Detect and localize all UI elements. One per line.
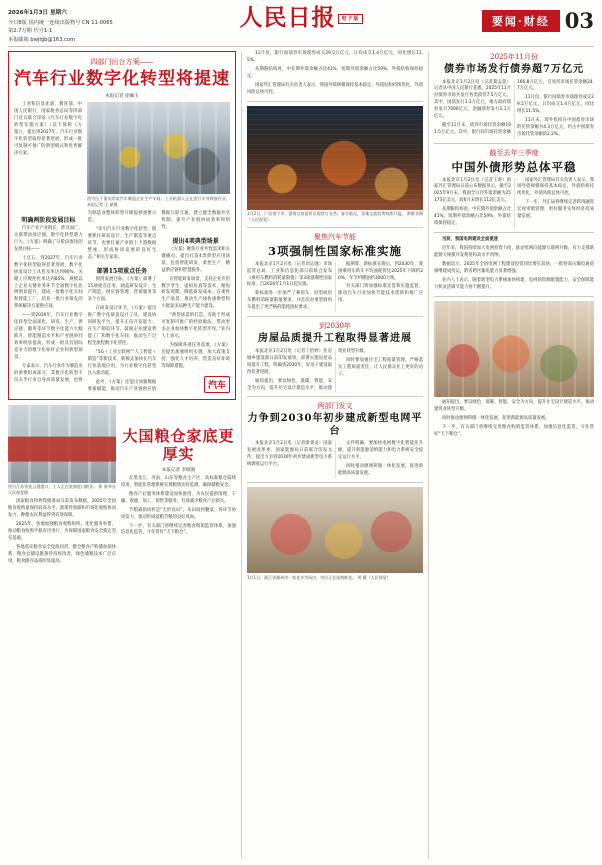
issue-info-1: 今日8版 国内统一连续出版物号 CN 11-0065 xyxy=(8,19,113,26)
divider xyxy=(247,482,423,483)
newspaper-logo xyxy=(239,6,362,29)
lead-photo xyxy=(87,102,230,194)
issue-email: 本报邮箱 bwjlgb@163.com xyxy=(8,37,76,44)
standards-kicker: 聚焦汽车节能 xyxy=(314,233,356,242)
divider xyxy=(247,316,423,317)
para: 国家粮食和物资储备局日前发布数据，2025年全国粮食收购量保持较高水平，政策性收储和市场化收购协同发力，种粮农民利益得到有效保障。 xyxy=(8,499,116,519)
divider xyxy=(434,296,594,297)
para: 本报北京1月2日电（记者葛孟超）记者从中国人民银行获悉，2025年11月份债券市场共发行各类债券7.5万亿元。其中，国债发行1.3万亿元，地方政府债券发行7000亿元，金融债券发行1.1万亿元。 xyxy=(434,79,511,120)
divider xyxy=(247,396,423,397)
para: 11月份，银行间债券市场现券成交29.5万亿元，日均成交1.4万亿元，同比增长11.5%。 xyxy=(517,95,594,115)
para: 国家外汇管理局有关负责人表示，我国外债规模保持基本稳定，外债结构持续优化，外债风险总体可控。 xyxy=(247,82,423,95)
para: 为保障各项任务落地，《方案》还提出加强组织实施、加大政策支持、强化人才培养、营造良好环境等保障措施。 xyxy=(161,343,230,369)
ornament-seal: 汽车 xyxy=(204,376,230,393)
para: 11月末，境外机构在中国债券市场的托管余额为4.3万亿元，约占中国债券市场托管余额的2.2%。 xyxy=(517,118,594,138)
grain-photo-caption: 图为江苏省连云港港口，工人正在装卸进口粮食。 影 新华社 人民视觉摄 xyxy=(8,484,116,496)
para: 新标准进一步加严了乘用车、轻型商用车燃料消耗量限值要求，并首次对重型商用车提出了更严格的能耗指标要求。 xyxy=(247,291,332,311)
para: 十点五、到2027年，汽车行业数字化转型取得显著进展，数字化研发设计工具普及率达到90%，关键工序数控化率达到85%，规模以上企业关键业务环节全面数字化比例明显提升，建成一批数字化车间和智能工厂，培育一批行业领先的系统解决方案供应商。 xyxy=(14,255,83,310)
page-number: 03 xyxy=(564,8,594,33)
column-divider-2 xyxy=(428,51,429,859)
para: 粮食产后服务体系建设加快推进，为农民提供清理、干燥、收储、加工、销售等服务，有效减少粮食产后损失。 xyxy=(121,491,236,504)
lead-story-frame xyxy=(8,51,236,400)
grid-kicker: 两部门发文 xyxy=(317,402,353,411)
para: “5G＋工业互联网”“人工智能＋制造”等新技术、新模式加快在汽车行业落地应用，为行业数字化转型注入新动能。 xyxy=(87,350,157,376)
para: 同时要加强住宅工程质量管理，严格落实工程质量责任，让人民群众住上更好的房子。 xyxy=(338,357,423,377)
mid-text-top xyxy=(247,51,423,97)
grid-side-title xyxy=(434,237,594,292)
grid-headline: 力争到2030年初步建成新型电网平台 xyxy=(247,413,423,437)
para: 当前，我国电网建设全面提速 xyxy=(442,237,498,243)
para: 汽车产业产业链长、涉及面广，关联带动效应强，数字化转型潜力巨大。《方案》明确了分阶段推进的发展目标—— xyxy=(14,225,83,252)
divider xyxy=(247,227,423,228)
grain-photo xyxy=(8,405,116,483)
grain-body-right xyxy=(121,476,236,538)
lead-sec2-title: 部署15项重点任务 xyxy=(96,267,148,275)
housing-body xyxy=(247,349,423,393)
logo-text: 人民日报 xyxy=(239,4,336,31)
lead-intro xyxy=(14,102,82,208)
standards-body xyxy=(247,262,423,313)
para: 数据显示，2025年全国电网工程建设投资同比增长较快，一批特高压输电通道相继建成投运，跨省跨区输电能力显著增强。 xyxy=(434,262,594,274)
debt-headline: 中国外债形势总体平稳 xyxy=(451,160,577,175)
bond-body xyxy=(434,80,594,140)
para: 在智能研发场景，支持企业应用数字孪生、虚拟仿真等技术，缩短研发周期、降低研发成本；在柔性生产场景，推动生产线快速换型和小批量多品种生产能力建设。 xyxy=(161,276,230,310)
issue-date: 2026年1月3日 星期六 xyxy=(8,10,67,16)
lead-sec1-title: 明确两阶段发展目标 xyxy=(21,216,76,224)
lead-sec3-body xyxy=(161,247,230,371)
column-left xyxy=(8,51,236,859)
para: 通知提出，要以绿色、低碳、智能、安全为方向，提升住宅设计建造水平，推动建筑业转型升级。 xyxy=(247,348,369,391)
para: 此外，《方案》还提出加强数据要素赋能，推动汽车产业链供应链数据互联互通，建立健全数据共享机制，提升产业链协同效率和韧性。 xyxy=(87,210,230,392)
flower-market-photo xyxy=(247,487,423,573)
para: “典型场景的打造，有助于形成可复制可推广的经验做法，带动更多企业加快数字化转型步伐。”业内人士表示。 xyxy=(161,313,230,340)
lead-byline: 本报记者 徐佩玉 xyxy=(105,94,139,100)
night-photo xyxy=(247,106,423,210)
lead-sec3-title: 提出4项典型场景 xyxy=(172,237,219,245)
grid-body xyxy=(247,441,423,478)
standards-headline: 3项强制性国家标准实施 xyxy=(267,244,402,259)
masthead-section xyxy=(444,6,594,33)
para: 业内人士表示，随着新型电力系统加快构建，电网的资源配置能力、安全保障能力和灵活调节能力将不断提升。 xyxy=(434,277,594,290)
para: 本报北京1月2日电（记者刘志强）市场监管总局、工业和信息化部日前联合发布《乘用车燃料消耗量限值》等3项强制性国家标准，自2026年1月1日起实施。 xyxy=(247,261,332,288)
para: 文件明确，要加快电网数字化智能化升级，提升新能源消纳能力和电力系统安全稳定运行水平。 xyxy=(338,441,423,461)
para: 从期限结构看，中长期外债余额占比41%，短期外债余额占比59%，外债结构保持稳定。 xyxy=(247,66,423,79)
divider xyxy=(434,232,594,233)
para: 在研发设计环节，《方案》提出推广数字化研发设计工具，建设协同研发平台，提升正向开发能力；在生产制造环节，鼓励企业建设智能工厂和数字化车间，推动生产过程全流程数字化管控。 xyxy=(87,306,157,347)
page-body xyxy=(8,51,594,859)
para: 同时推动源网荷储一体化发展，促进新能源高质量发展。 xyxy=(442,415,550,421)
debt-body xyxy=(434,178,594,229)
para: 本报北京1月2日电（记者廖睿灵）国家发展改革委、国家能源局日前联合印发文件，提出力争到2030年初步建成新型电力系统调度运行平台。 xyxy=(247,441,332,468)
para: 2025年，各地加强粮食收购组织，优化服务举措，推动粮食收购平稳有序进行，为保障国家粮食安全奠定坚实基础。 xyxy=(8,522,116,542)
para: ——到2030年，汽车行业数字化转型全面深化，研发、生产、供应链、服务等环节数字化能力大幅跃升，智能制造水平和产业链协同效率明显提高，形成一批具有国际竞争力的数字化标杆企业和典型场景。 xyxy=(14,313,83,361)
para: 专家表示，汽车行业作为制造业的重要组成部分，其数字化转型不仅关乎行业自身高质量发展，也将为制造业整体转型升级提供重要示范。 xyxy=(14,210,157,383)
masthead-logo-wrap xyxy=(158,6,444,29)
para: 本报北京1月2日电（记者丁怡婷）住房城乡建设部日前印发通知，部署实施房屋品质提升工程，明确到2030年，好房子建设取得显著进展。 xyxy=(247,348,332,375)
para: 围绕发展目标，《方案》部署了15项重点任务，涵盖研发设计、生产制造、供应链管理、营销服务等多个方面。 xyxy=(87,276,157,303)
lead-kicker: 四部门出台方案—— xyxy=(90,58,154,66)
housing-headline: 房屋品质提升工程取得显著进展 xyxy=(258,333,412,345)
bond-headline: 债券市场发行债券超7万亿元 xyxy=(444,64,584,75)
debt-kicker: 截至去年三季度 xyxy=(489,149,539,158)
flower-market-caption: 1月1日，浙江省湖州市一家花卉市场内，市民正在选购鲜花。 周 摄（人民视觉） xyxy=(247,574,391,580)
section-label: 要闻·财经 xyxy=(482,10,560,32)
night-photo-caption: 1月2日，广西南宁市，游客在夜游景区观赏灯光秀。春节临近，各地文旅消费持续升温。 黄维业摄（人民视觉） xyxy=(247,211,423,223)
divider xyxy=(247,101,423,102)
para: “牵引汽车行业数字化转型，既要抓住研发设计、生产制造等重点环节，也要打通产业链上下游数据壁垒，形成协同发展的良好生态。”相关专家说。 xyxy=(87,226,157,260)
housing-kicker: 到2030年 xyxy=(319,322,351,331)
para: 节粮减损同样是“无形良田”。从田间到餐桌，各环节协同发力，推动形成爱粮节粮的良好风尚。 xyxy=(121,507,236,520)
para: 下一步，有关部门将继续完善粮食购销监管体系，加强信息化监管，守住管好“天下粮仓”。 xyxy=(121,523,236,536)
column-middle xyxy=(247,51,423,859)
para: 截至11月末，债券市场托管余额191.5万亿元。其中，银行间市场托管余额166.8万亿元，交易所市场托管余额24.7万亿元。 xyxy=(434,79,594,136)
para: 下一步，外汇局将继续完善跨境融资宏观审慎管理，更好服务实体经济高质量发展。 xyxy=(517,200,594,220)
lead-intro-text: 工业和信息化部、教育部、中国人民银行、国家税务总局等四部门近日联合印发《汽车行业数字化转型实施方案》（以下简称《方案》），提出到2027年，汽车行业数字化转型取得显著进展，形成一批可复制可推广的典型模式和优秀解决方案。 xyxy=(14,102,82,157)
para: 通知提出，要以绿色、低碳、智能、安全为方向，提升住宅设计建造水平，推动建筑业转型升级。 xyxy=(434,399,594,412)
para: 同时推动源网荷储一体化发展，促进新能源高质量发展。 xyxy=(338,464,423,477)
masthead-info xyxy=(8,6,158,45)
para: 本报北京1月2日电（记者王观）国家外汇管理局日前公布数据显示，截至2025年9月末，我国全口径外债余额为25173亿美元，较6月末增长112亿美元。 xyxy=(434,177,511,204)
column-divider-1 xyxy=(241,51,242,859)
market-photo xyxy=(434,301,594,397)
lead-headline: 汽车行业数字化转型将提速 xyxy=(14,69,230,89)
para: 据测算，新标准实施后，到2030年，我国乘用车新车平均油耗将比2025年下降约20%，年节约燃油约3000万吨。 xyxy=(338,261,423,281)
para: 11月份，银行间债券市场现券成交29.5万亿元，日均成交1.4万亿元，同比增长11.5%。 xyxy=(247,51,423,63)
para: 国家外汇管理局有关负责人表示，我国外债规模保持基本稳定，外债结构持续优化，外债风险总体可控。 xyxy=(517,177,594,197)
para: 《方案》聚焦行业共性需求和关键痛点，提出打造4类典型应用场景，包括智能研发、柔性生产、精益供应链和智慧服务。 xyxy=(161,246,230,273)
para: 下一步，有关部门将继续完善粮食购销监管体系，加强信息化监管，守住管好“天下粮仓”。 xyxy=(434,424,594,437)
right-tail-text xyxy=(434,400,594,439)
divider xyxy=(434,143,594,144)
grain-headline: 大国粮仓家底更厚实 xyxy=(122,426,235,463)
para: 各地落实粮食安全党政同责，健全粮食产购储加销体系，粮食仓储设施条件持续改善，绿色储粮技术广泛应用，粮食储存品质明显提高。 xyxy=(8,545,116,564)
para: 近年来，我国持续加大电网投资力度，推动电网向能源互联网升级，有力支撑新能源大规模开发利用和高水平消纳。 xyxy=(434,246,594,259)
grain-body-left xyxy=(8,499,116,566)
para: 有关部门将加强标准宣贯和实施监督，推动汽车行业加快节能技术创新和推广应用。 xyxy=(338,284,423,304)
para: 从期限结构看，中长期外债余额占比41%，短期外债余额占比59%，外债结构保持稳定。 xyxy=(434,207,511,227)
column-right xyxy=(434,51,594,859)
masthead xyxy=(8,6,594,47)
issue-info-2: 第2.7万期 代号1-1 xyxy=(8,28,53,35)
grain-byline: 本报记者 李晓晴 xyxy=(161,467,196,473)
logo-badge: 电子版 xyxy=(338,14,362,24)
para: 在黑龙江、河南、山东等粮食主产区，高标准粮仓陆续投用，智能化管理系统实现粮情实时监测，确保储粮安全。 xyxy=(121,475,236,488)
bond-kicker: 2025年11月份 xyxy=(490,53,538,61)
lead-photo-caption: 图为位于重庆的某汽车制造企业生产车间，工业机器人正在进行车身焊接作业。 本报记者 王 斌摄 xyxy=(87,195,230,207)
